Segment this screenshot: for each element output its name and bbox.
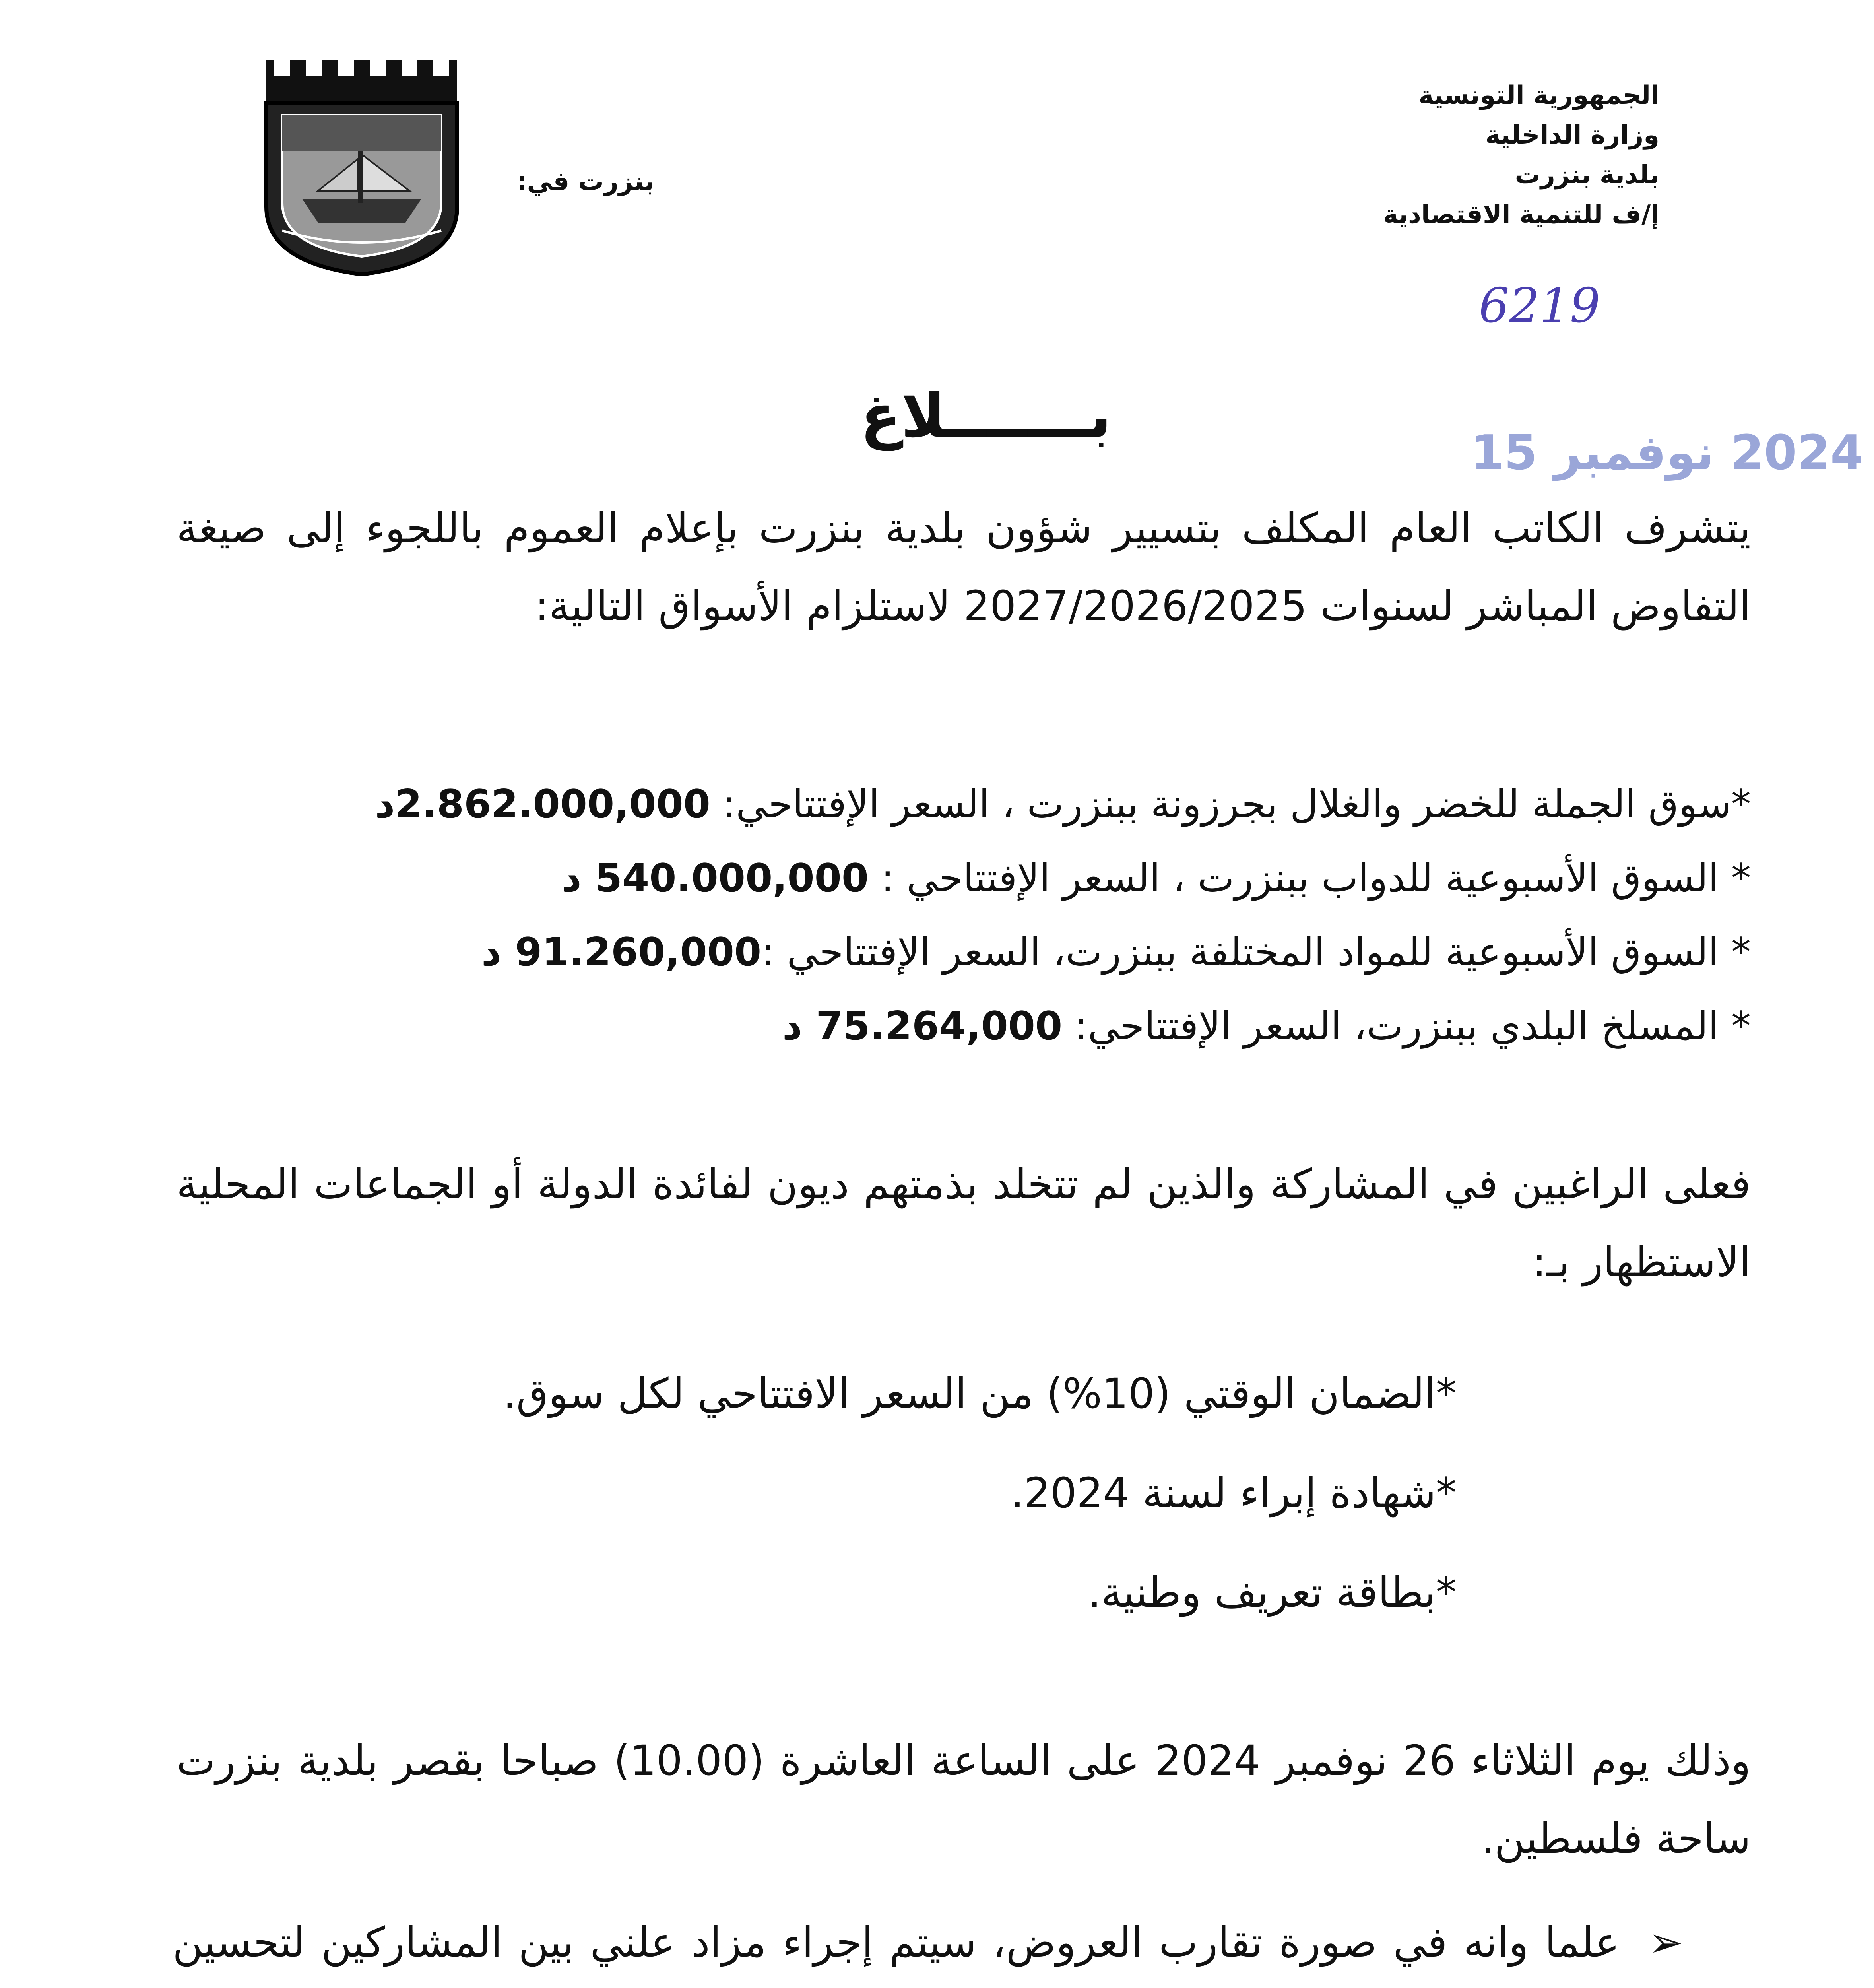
arrow-bullet-icon: ➢ — [1648, 1918, 1683, 1967]
municipal-seal-icon — [258, 56, 465, 278]
list-item — [177, 989, 1751, 1063]
market-text: * السوق الأسبوعية للمواد المختلفة ببنزرت، السعر الإفتتاحي : — [761, 930, 1751, 975]
market-text: * المسلخ البلدي ببنزرت، السعر الإفتتاحي: — [1062, 1004, 1751, 1049]
list-item: *الضمان الوقتي (10%) من السعر الافتتاحي لكل سوق. — [503, 1369, 1457, 1418]
market-price: 540.000,000 د — [561, 856, 869, 901]
intro-paragraph: يتشرف الكاتب العام المكلف بتسيير شؤون بلدية بنزرت بإعلام العموم باللجوء إلى صيغة التفاوض المباشر لسنوات 2027/2026/2025 لاستلزام الأسواق التالية: — [177, 504, 1751, 630]
handwritten-reference-number: 6219 — [1479, 278, 1600, 334]
place-date-label: بنزرت في: — [517, 167, 654, 196]
letterhead-line-municipality: بلدية بنزرت — [1515, 160, 1659, 190]
note-text: علما وانه في صورة تقارب العروض، سيتم إجراء مزاد علني بين المشاركين لتحسين — [173, 1918, 1620, 1967]
letterhead-line-ministry: وزارة الداخلية — [1485, 120, 1659, 150]
letterhead-line-republic: الجمهورية التونسية — [1418, 81, 1659, 110]
markets-list — [177, 767, 1751, 1063]
notes-list — [173, 1905, 1683, 1988]
meeting-paragraph: وذلك يوم الثلاثاء 26 نوفمبر 2024 على الساعة العاشرة (10.00) صباحا بقصر بلدية بنزرت ساحة فلسطين. — [177, 1736, 1751, 1863]
list-item: *بطاقة تعريف وطنية. — [1088, 1568, 1457, 1617]
market-price: 91.260,000 د — [481, 930, 762, 975]
letterhead-line-department: إ/ف للتنمية الاقتصادية — [1383, 200, 1659, 229]
list-item — [173, 1905, 1683, 1988]
list-item: *شهادة إبراء لسنة 2024. — [1011, 1469, 1457, 1517]
list-item — [177, 915, 1751, 989]
letterhead — [1182, 76, 1659, 235]
market-text: * السوق الأسبوعية للدواب ببنزرت ، السعر الإفتتاحي : — [869, 856, 1751, 901]
market-price: 75.264,000 د — [782, 1004, 1063, 1049]
date-stamp: 2024 نوفمبر 15 — [1471, 425, 1864, 481]
market-price: 2.862.000,000د — [375, 782, 710, 827]
page-title: بـــــــلاغ — [860, 382, 1112, 451]
market-text: *سوق الجملة للخضر والغلال بجرزونة ببنزرت ، السعر الإفتتاحي: — [710, 782, 1751, 827]
list-item — [177, 841, 1751, 915]
list-item — [177, 767, 1751, 841]
conditions-paragraph: فعلى الراغبين في المشاركة والذين لم تتخلد بذمتهم ديون لفائدة الدولة أو الجماعات المحلية الاستظهار بـ: — [177, 1160, 1751, 1286]
requirements-list — [264, 1344, 1457, 1642]
